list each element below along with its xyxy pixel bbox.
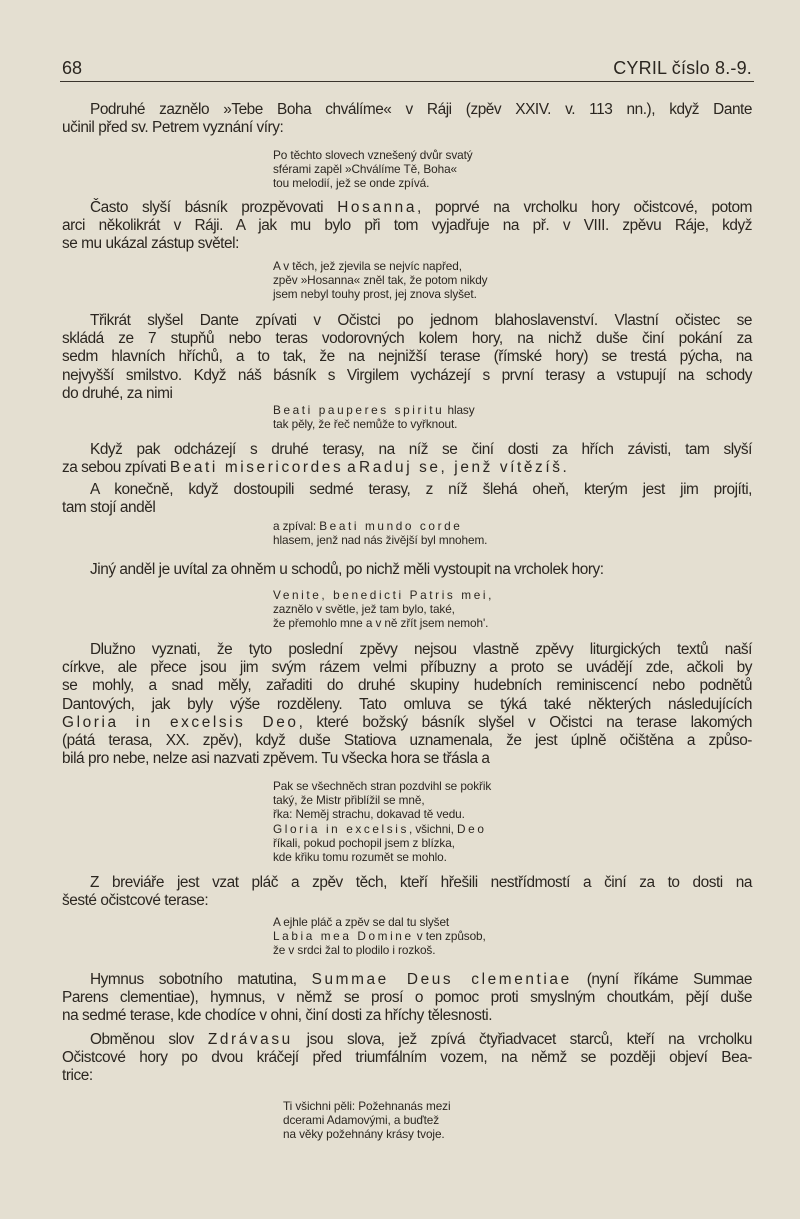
- verse-quote: [273, 519, 487, 547]
- spaced-latin-text: Beati pauperes spiritu: [273, 403, 445, 417]
- text-line: dcerami Adamovými, a buďtež: [283, 1113, 440, 1128]
- text-segment: a: [343, 459, 360, 477]
- verse-quote: [283, 1099, 451, 1142]
- page-number: 68: [62, 58, 83, 78]
- spaced-latin-text: Gloria in excelsis: [273, 821, 409, 836]
- verse-quote: [273, 148, 473, 191]
- text-line: kde křiku tomu rozumět se mohlo.: [273, 849, 447, 864]
- verse-quote: [273, 403, 475, 431]
- text-line: [273, 822, 491, 836]
- text-line: arci několikrát v Ráji. A jak mu bylo při tom vyjadřuje na př. v VIII. zpěvu Ráje, když: [62, 217, 752, 235]
- paragraph: [62, 101, 752, 137]
- text-line: Parens clementiae), hymnus, v němž se prosí o pomoc proti smyslným choutkám, pějí duše: [62, 989, 752, 1007]
- text-line: A konečně, když dostoupili sedmé terasy, z níž šlehá oheň, kterým jest jim projíti,: [90, 481, 752, 498]
- spaced-latin-text: Zdrávasu: [207, 1031, 293, 1048]
- paragraph: [62, 199, 752, 254]
- text-segment: hlasy: [444, 403, 475, 417]
- header-rule: [60, 81, 754, 82]
- text-segment: , poprvé na vrcholku hory očistcové, potom: [417, 199, 752, 216]
- paragraph: [62, 971, 752, 1026]
- text-line: že přemohlo mne a v ně zřít jsem nemoh'.: [273, 616, 489, 631]
- text-line: církve, ale přece jsou jim svým rázem velmi příbuzny a proto se uvádějí zde, ačkoli by: [62, 659, 752, 677]
- text-line: že v srdci žal to plodilo i rozkoš.: [273, 943, 436, 958]
- verse-quote: [273, 779, 491, 864]
- text-line: na sedmé terase, kde chodíce v ohni, činí dosti za hříchy tělesnosti.: [62, 1007, 493, 1025]
- paragraph: [62, 561, 752, 579]
- spaced-latin-text: Gloria in excelsis Deo: [62, 713, 299, 731]
- text-line: tak pěly, že řeč nemůže to vyřknout.: [273, 417, 458, 432]
- text-line: taký, že Mistr přiblížil se mně,: [273, 793, 425, 808]
- text-line: učinil před sv. Petrem vyznání víry:: [62, 119, 284, 137]
- spaced-latin-text: Hosanna: [337, 199, 417, 216]
- text-segment: , které božský básník slyšel v Očistci na terase lakomých: [298, 713, 752, 731]
- text-line: Jiný anděl je uvítal za ohněm u schodů, po nichž měli vystoupit na vrcholek hory:: [90, 561, 604, 578]
- text-line: Třikrát slyšel Dante zpívati v Očistci po jednom blahoslavenství. Vlastní očistec se: [90, 312, 752, 329]
- text-line: tou melodií, jež se onde zpívá.: [273, 176, 430, 191]
- text-line: hlasem, jenž nad nás živější byl mnohem.: [273, 533, 488, 548]
- text-line: [62, 199, 752, 217]
- paragraph: [62, 1031, 752, 1086]
- text-line: Očistcové hory po dvou kráčejí před triumfálním vozem, na němž se později objeví Bea-: [62, 1049, 752, 1067]
- text-segment: a zpíval:: [273, 519, 320, 533]
- text-line: zpěv »Hosanna« zněl tak, že potom nikdy: [273, 273, 488, 288]
- verse-quote: [273, 259, 487, 302]
- text-line: Podruhé zaznělo »Tebe Boha chválíme« v Ráji (zpěv XXIV. v. 113 nn.), když Dante: [90, 101, 752, 118]
- text-line: A ejhle pláč a zpěv se dal tu slyšet: [273, 915, 450, 929]
- text-line: Ti všichni pěli: Požehnanás mezi: [283, 1099, 451, 1113]
- spaced-latin-text: Beati misericordes: [169, 459, 344, 477]
- text-line: na věky požehnány krásy tvoje.: [283, 1127, 445, 1142]
- text-segment: Často slyší básník prozpěvovati: [90, 199, 338, 216]
- spaced-latin-text: Deo: [457, 821, 487, 836]
- text-segment: Hymnus sobotního matutina,: [90, 971, 312, 988]
- text-segment: za sebou zpívati: [62, 459, 170, 477]
- text-segment: jsou slova, jež zpívá čtyřiadvacet starců, kteří na vrcholku: [292, 1031, 752, 1048]
- text-line: A v těch, jež zjevila se nejvíc napřed,: [273, 259, 462, 273]
- text-line: Dlužno vyznati, že tyto poslední zpěvy nejsou vlastně zpěvy liturgických textů naší: [90, 641, 752, 658]
- text-line: bilá pro nebe, nelze asi nazvati zpěvem. Tu všecka hora se třásla a: [62, 750, 490, 768]
- spaced-latin-text: Summae Deus clementiae: [311, 971, 572, 988]
- verse-quote: [273, 588, 491, 631]
- text-line: Pak se všechněch stran pozdvihl se pokřik: [273, 779, 492, 793]
- text-line: [273, 929, 486, 943]
- text-line: [62, 714, 752, 732]
- paragraph: [62, 874, 752, 910]
- text-segment: .: [562, 459, 567, 477]
- text-line: sférami zapěl »Chválíme Tě, Boha«: [273, 162, 458, 177]
- text-line: [62, 971, 752, 989]
- paragraph: [62, 441, 752, 477]
- text-segment: , všichni,: [408, 821, 458, 836]
- text-line: sedm hlavních hříchů, a to tak, že na nejnižší terase (římské hory) se trestá pýcha, na: [62, 348, 752, 366]
- spaced-latin-text: Venite, benedicti Patris mei: [273, 588, 489, 602]
- text-line: nejvyšší smilstvo. Když náš básník s Virgilem vycházejí s první terasy a vstupují na schody: [62, 366, 752, 384]
- text-line: do druhé, za nimi: [62, 384, 173, 402]
- text-line: [273, 519, 487, 533]
- text-line: Z breviáře jest vzat pláč a zpěv těch, kteří hřešili nestřídmostí a činí za to dosti na: [90, 874, 752, 891]
- text-line: [273, 403, 475, 417]
- paragraph: [62, 312, 752, 403]
- text-line: trice:: [62, 1067, 93, 1085]
- spaced-latin-text: Beati mundo corde: [319, 519, 463, 533]
- text-line: skládá ze 7 stupňů nebo teras vodorovných kolem hory, na nichž duše činí pokání za: [62, 330, 752, 348]
- text-line: jsem nebyl touhy prost, jej znova slyšet.: [273, 287, 477, 302]
- text-line: Dantových, jak byly výše rozděleny. Tato omluva se týká také některých následujících: [62, 695, 752, 713]
- text-line: řka: Neměj strachu, dokavad tě vedu.: [273, 807, 465, 822]
- text-line: se mohly, a snad měly, zařaditi do druhé skupiny hudebních reminiscencí nebo podnětů: [62, 677, 752, 695]
- text-segment: Obměnou slov: [90, 1031, 208, 1048]
- text-segment: (nyní říkáme Summae: [571, 971, 752, 988]
- verse-quote: [273, 915, 486, 958]
- text-line: [62, 459, 752, 477]
- text-segment: ,: [488, 588, 492, 602]
- text-line: tam stojí anděl: [62, 499, 156, 517]
- text-line: se mu ukázal zástup světel:: [62, 235, 239, 253]
- paragraph: [62, 641, 752, 768]
- text-line: zaznělo v světle, jež tam bylo, také,: [273, 602, 455, 617]
- text-line: [273, 588, 491, 602]
- text-line: (pátá terasa, XX. zpěv), když duše Statiova uznamenala, že jest úplně očištěna a způso-: [62, 731, 752, 749]
- text-line: Po těchto slovech vznešený dvůr svatý: [273, 148, 473, 162]
- paragraph: [62, 481, 752, 517]
- text-segment: v ten způsob,: [413, 929, 486, 944]
- spaced-latin-text: Raduj se, jenž vítězíš: [359, 459, 563, 477]
- journal-title: CYRIL číslo 8.-9.: [613, 58, 752, 78]
- text-line: říkali, pokud pochopil jsem z blízka,: [273, 835, 455, 850]
- spaced-latin-text: Labia mea Domine: [273, 929, 414, 944]
- text-line: Když pak odcházejí s druhé terasy, na níž se činí dosti za hřích závisti, tam slyší: [90, 441, 752, 458]
- text-line: [62, 1031, 752, 1049]
- text-line: šesté očistcové terase:: [62, 892, 209, 910]
